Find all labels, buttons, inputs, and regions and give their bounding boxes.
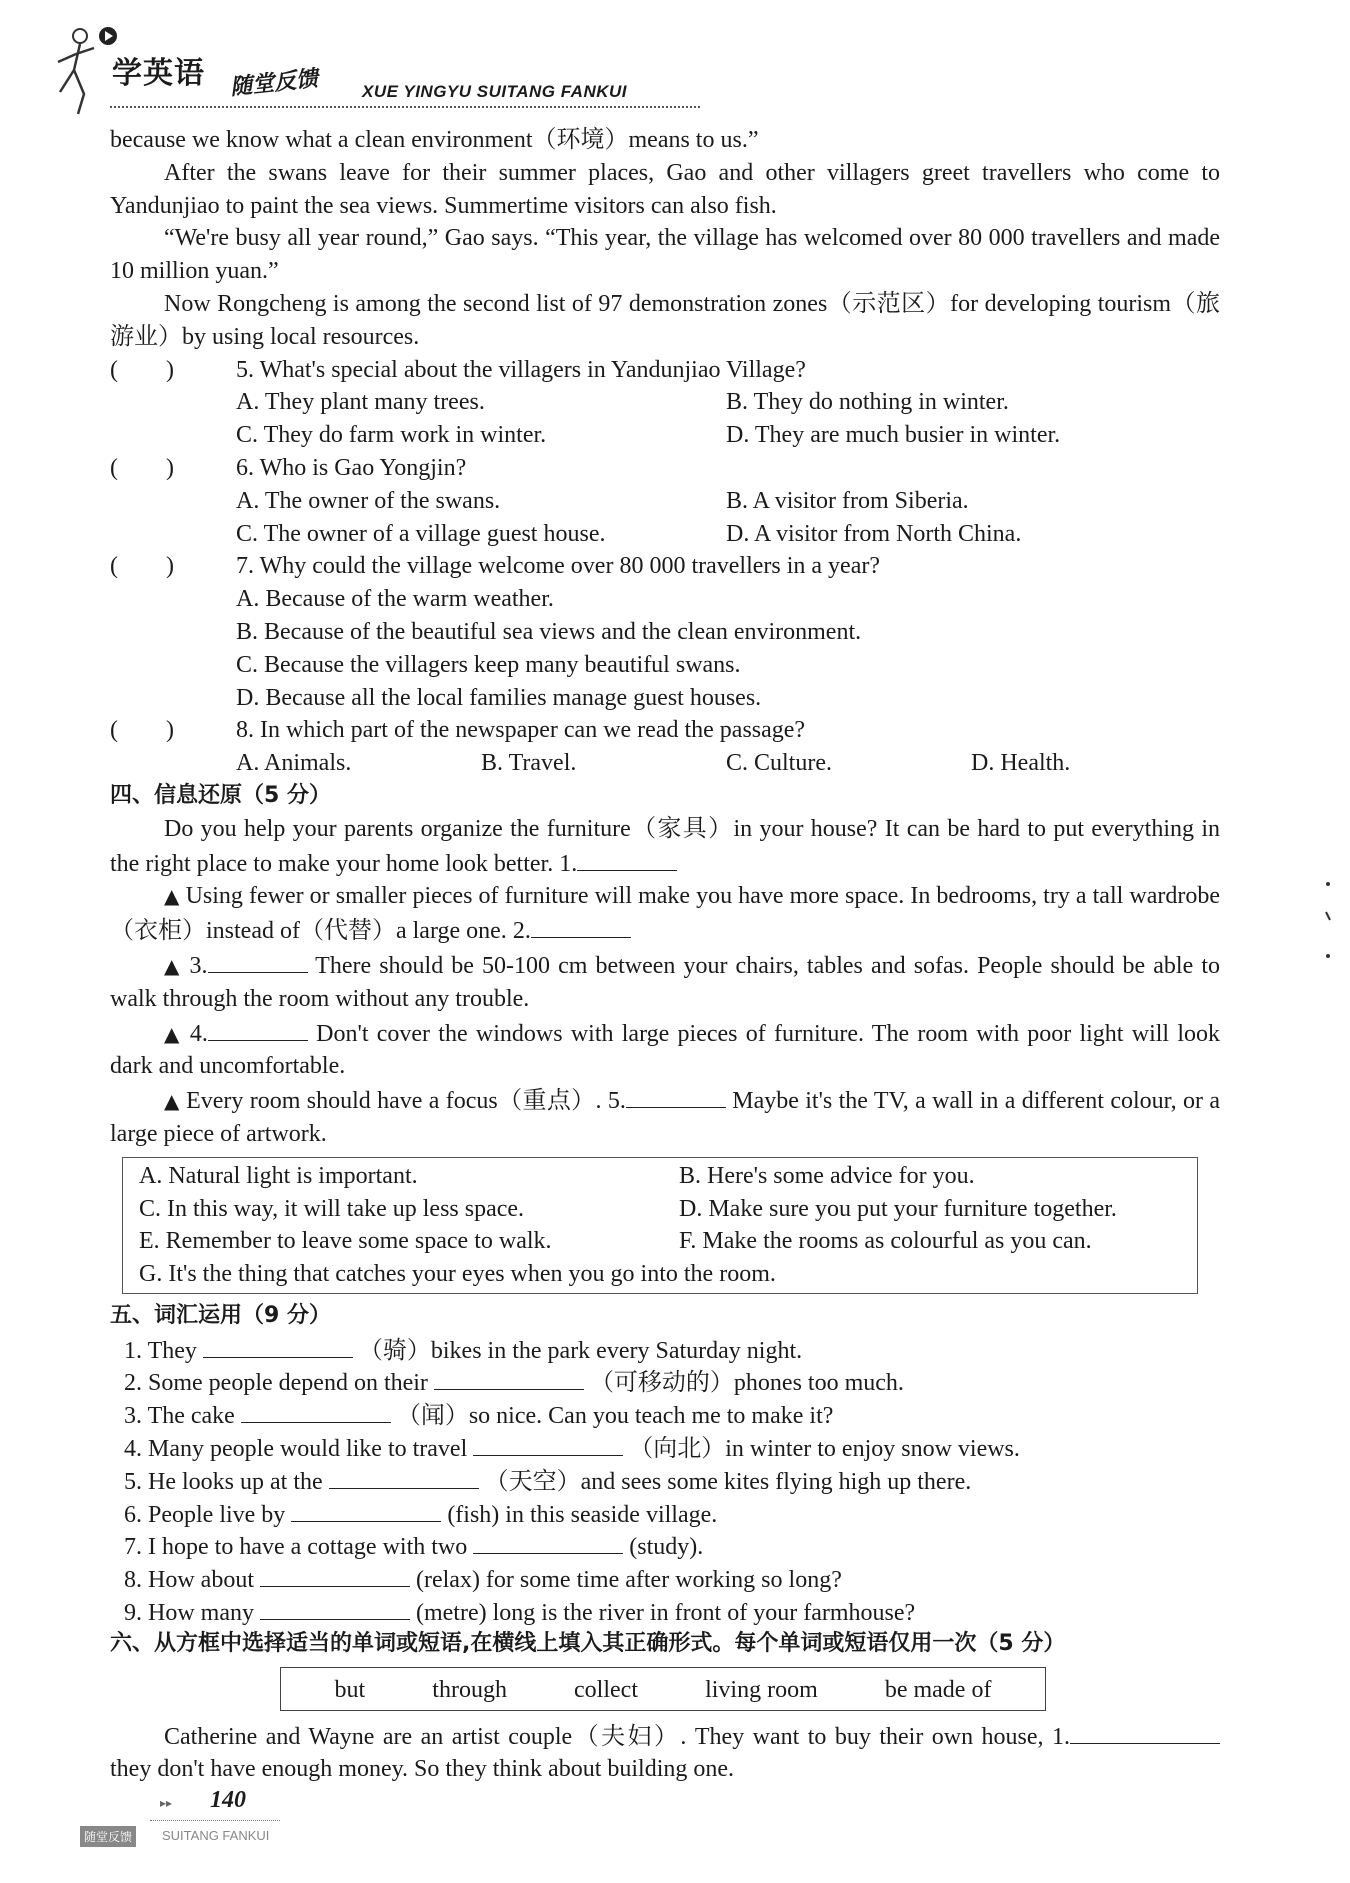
section-4-paragraph xyxy=(110,1016,1220,1084)
vocab-prompt: 6. People live by xyxy=(124,1501,286,1528)
option-c[interactable]: C. Because the villagers keep many beautiful swans. xyxy=(236,651,741,678)
answer-bracket[interactable]: ( ) xyxy=(110,454,174,481)
footer-divider xyxy=(150,1820,280,1821)
header-divider xyxy=(110,106,700,108)
question-7 xyxy=(110,550,1220,583)
margin-marks-icon xyxy=(1322,880,1336,980)
vocab-item xyxy=(110,1595,1220,1628)
vocab-prompt: 7. I hope to have a cottage with two xyxy=(124,1534,468,1561)
options-box-row xyxy=(139,1193,1181,1226)
section-4-paragraph xyxy=(110,948,1220,1016)
option-b[interactable]: B. They do nothing in winter. xyxy=(726,389,1009,416)
passage-paragraph: Now Rongcheng is among the second list of 97 demonstration zones（示范区）for developing tourism（旅游业）by using local resources. xyxy=(110,290,1220,350)
box-option-g: G. It's the thing that catches your eyes when you go into the room. xyxy=(139,1261,776,1288)
passage-paragraph: After the swans leave for their summer places, Gao and other villagers greet travellers who come to Yandunjiao to paint the sea views. Summertime visitors can also fish. xyxy=(110,159,1220,219)
box-option-e: E. Remember to leave some space to walk. xyxy=(139,1228,552,1255)
footer-arrow-icon: ▸▸ xyxy=(160,1796,173,1810)
vocab-item xyxy=(110,1333,1220,1366)
paragraph-text: Maybe it's the TV, a wall in a different colour, or a large piece of artwork. xyxy=(110,1088,1221,1147)
page-header xyxy=(50,22,650,122)
word-bank-box xyxy=(280,1667,1046,1711)
triangle-bullet-icon: ▲ xyxy=(164,1089,180,1114)
paragraph-text: they don't have enough money. So they think about building one. xyxy=(110,1756,735,1783)
answer-blank[interactable] xyxy=(203,1333,353,1358)
brand-title: 学英语 xyxy=(112,56,205,91)
paragraph-text: Don't cover the windows with large pieces of furniture. The room with poor light will look dark and uncomfortable. xyxy=(110,1020,1220,1080)
vocab-item xyxy=(110,1365,1220,1398)
triangle-bullet-icon: ▲ xyxy=(164,953,182,978)
options-row xyxy=(110,747,1220,780)
vocab-prompt: 3. The cake xyxy=(124,1403,235,1430)
vocab-hint: (relax) for some time after working so long? xyxy=(415,1567,842,1594)
options-row xyxy=(110,419,1220,452)
question-text: 6. Who is Gao Yongjin? xyxy=(236,454,467,481)
paragraph-text: There should be 50-100 cm between your chairs, tables and sofas. People should be able to walk through the room without any trouble. xyxy=(110,952,1220,1012)
vocab-prompt: 5. He looks up at the xyxy=(124,1468,323,1495)
option-b[interactable]: B. A visitor from Siberia. xyxy=(726,487,969,514)
option-a[interactable]: A. The owner of the swans. xyxy=(236,487,501,514)
vocab-hint: (metre) long is the river in front of your farmhouse? xyxy=(415,1600,916,1627)
question-text: 5. What's special about the villagers in Yandunjiao Village? xyxy=(236,356,806,383)
answer-blank[interactable] xyxy=(473,1529,623,1554)
vocab-hint: (study). xyxy=(629,1534,704,1561)
word-bank-item: be made of xyxy=(884,1676,992,1703)
paragraph-text: Every room should have a focus（重点）. xyxy=(186,1088,602,1115)
answer-bracket[interactable]: ( ) xyxy=(110,356,174,383)
box-option-b: B. Here's some advice for you. xyxy=(679,1162,975,1189)
passage-paragraph: because we know what a clean environment（环境）means to us.” xyxy=(110,127,759,153)
question-text: 8. In which part of the newspaper can we read the passage? xyxy=(236,717,806,744)
word-bank-item: collect xyxy=(574,1676,638,1703)
answer-blank-4[interactable] xyxy=(208,1016,308,1041)
section-4-paragraph xyxy=(110,880,1220,948)
vocab-item xyxy=(110,1464,1220,1497)
answer-bracket[interactable]: ( ) xyxy=(110,717,174,744)
answer-blank-1[interactable] xyxy=(577,846,677,871)
option-c[interactable]: C. The owner of a village guest house. xyxy=(236,520,606,547)
option-c[interactable]: C. Culture. xyxy=(726,750,832,777)
options-box-row xyxy=(139,1225,1181,1258)
section-4-paragraph xyxy=(110,813,1220,881)
option-a[interactable]: A. Animals. xyxy=(236,750,352,777)
box-option-f: F. Make the rooms as colourful as you can. xyxy=(679,1228,1092,1255)
options-box xyxy=(122,1157,1198,1294)
options-row xyxy=(110,518,1220,551)
answer-blank[interactable] xyxy=(434,1365,584,1390)
vocab-prompt: 4. Many people would like to travel xyxy=(124,1436,468,1463)
vocab-item xyxy=(110,1431,1220,1464)
options-box-row xyxy=(139,1160,1181,1193)
option-d[interactable]: D. They are much busier in winter. xyxy=(726,422,1061,449)
option-b[interactable]: B. Travel. xyxy=(481,750,577,777)
triangle-bullet-icon: ▲ xyxy=(164,1021,182,1046)
vocab-item xyxy=(110,1529,1220,1562)
section-6-title: 六、从方框中选择适当的单词或短语,在横线上填入其正确形式。每个单词或短语仅用一次（5 分） xyxy=(110,1630,1066,1656)
vocab-hint: (fish) in this seaside village. xyxy=(447,1501,718,1528)
answer-blank-5[interactable] xyxy=(626,1083,726,1108)
blank-label: 1. xyxy=(559,850,578,877)
options-row xyxy=(110,386,1220,419)
box-option-a: A. Natural light is important. xyxy=(139,1162,418,1189)
option-b[interactable]: B. Because of the beautiful sea views and the clean environment. xyxy=(236,618,862,645)
vocab-item xyxy=(110,1398,1220,1431)
answer-blank[interactable] xyxy=(241,1398,391,1423)
vocab-prompt: 2. Some people depend on their xyxy=(124,1370,428,1397)
question-text: 7. Why could the village welcome over 80 000 travellers in a year? xyxy=(236,553,880,580)
answer-blank[interactable] xyxy=(260,1595,410,1620)
answer-blank[interactable] xyxy=(329,1464,479,1489)
box-option-c: C. In this way, it will take up less space. xyxy=(139,1195,525,1222)
vocab-hint: （骑）bikes in the park every Saturday night. xyxy=(358,1337,803,1364)
paragraph-text: Using fewer or smaller pieces of furniture will make you have more space. In bedrooms, try a tall wardrobe（衣柜）instead of（代替）a large one. xyxy=(110,883,1220,945)
option-d[interactable]: D. Health. xyxy=(971,750,1071,777)
vocab-hint: （可移动的）phones too much. xyxy=(589,1370,904,1397)
blank-label: 5. xyxy=(607,1088,626,1115)
blank-label: 1. xyxy=(1052,1723,1070,1750)
answer-blank[interactable] xyxy=(260,1562,410,1587)
footer-tab: 随堂反馈 xyxy=(80,1826,136,1847)
blank-label: 3. xyxy=(189,952,208,979)
triangle-bullet-icon: ▲ xyxy=(164,884,180,909)
question-5 xyxy=(110,354,1220,387)
option-c[interactable]: C. They do farm work in winter. xyxy=(236,422,547,449)
brand-english: XUE YINGYU SUITANG FANKUI xyxy=(362,82,628,101)
options-row xyxy=(110,485,1220,518)
option-d[interactable]: D. Because all the local families manage guest houses. xyxy=(236,684,762,711)
option-a[interactable]: A. They plant many trees. xyxy=(236,389,485,416)
blank-label: 4. xyxy=(189,1020,208,1047)
answer-bracket[interactable]: ( ) xyxy=(110,553,174,580)
page-number: 140 xyxy=(210,1787,246,1813)
paragraph-text: Catherine and Wayne are an artist couple（夫妇）. They want to buy their own house, xyxy=(164,1723,1044,1750)
answer-blank[interactable] xyxy=(291,1497,441,1522)
vocab-hint: （闻）so nice. Can you teach me to make it? xyxy=(396,1403,834,1430)
option-d[interactable]: D. A visitor from North China. xyxy=(726,520,1022,547)
question-6 xyxy=(110,452,1220,485)
vocab-prompt: 8. How about xyxy=(124,1567,254,1594)
blank-label: 2. xyxy=(512,918,531,945)
vocab-item xyxy=(110,1562,1220,1595)
answer-blank-2[interactable] xyxy=(531,913,631,938)
section-5-title: 五、词汇运用（9 分） xyxy=(110,1302,331,1328)
brand-subtitle: 随堂反馈 xyxy=(229,66,320,101)
vocab-prompt: 1. They xyxy=(124,1337,197,1364)
vocab-item xyxy=(110,1497,1220,1530)
section-6-paragraph xyxy=(110,1719,1220,1787)
question-8 xyxy=(110,714,1220,747)
word-bank-item: living room xyxy=(705,1676,818,1703)
answer-blank[interactable] xyxy=(473,1431,623,1456)
vocab-hint: （天空）and sees some kites flying high up there. xyxy=(484,1468,972,1495)
vocab-hint: （向北）in winter to enjoy snow views. xyxy=(629,1436,1020,1463)
box-option-d: D. Make sure you put your furniture together. xyxy=(679,1195,1117,1222)
vocab-prompt: 9. How many xyxy=(124,1600,254,1627)
word-bank-item: but xyxy=(334,1676,366,1703)
section-4-paragraph xyxy=(110,1083,1220,1151)
worksheet-content xyxy=(110,124,1220,1786)
passage-paragraph: “We're busy all year round,” Gao says. “This year, the village has welcomed over 80 000 travellers and made 10 million yuan.” xyxy=(110,225,1220,285)
option-a[interactable]: A. Because of the warm weather. xyxy=(236,586,554,613)
footer-english: SUITANG FANKUI xyxy=(162,1828,270,1843)
word-bank-item: through xyxy=(432,1676,507,1703)
section-4-title: 四、信息还原（5 分） xyxy=(110,782,331,808)
answer-blank-1[interactable] xyxy=(1070,1719,1220,1744)
answer-blank-3[interactable] xyxy=(208,948,308,973)
options-box-row xyxy=(139,1258,1181,1291)
paragraph-text: Do you help your parents organize the furniture（家具）in your house? It can be hard to put everything in the right place to make your home look better. xyxy=(110,815,1220,877)
